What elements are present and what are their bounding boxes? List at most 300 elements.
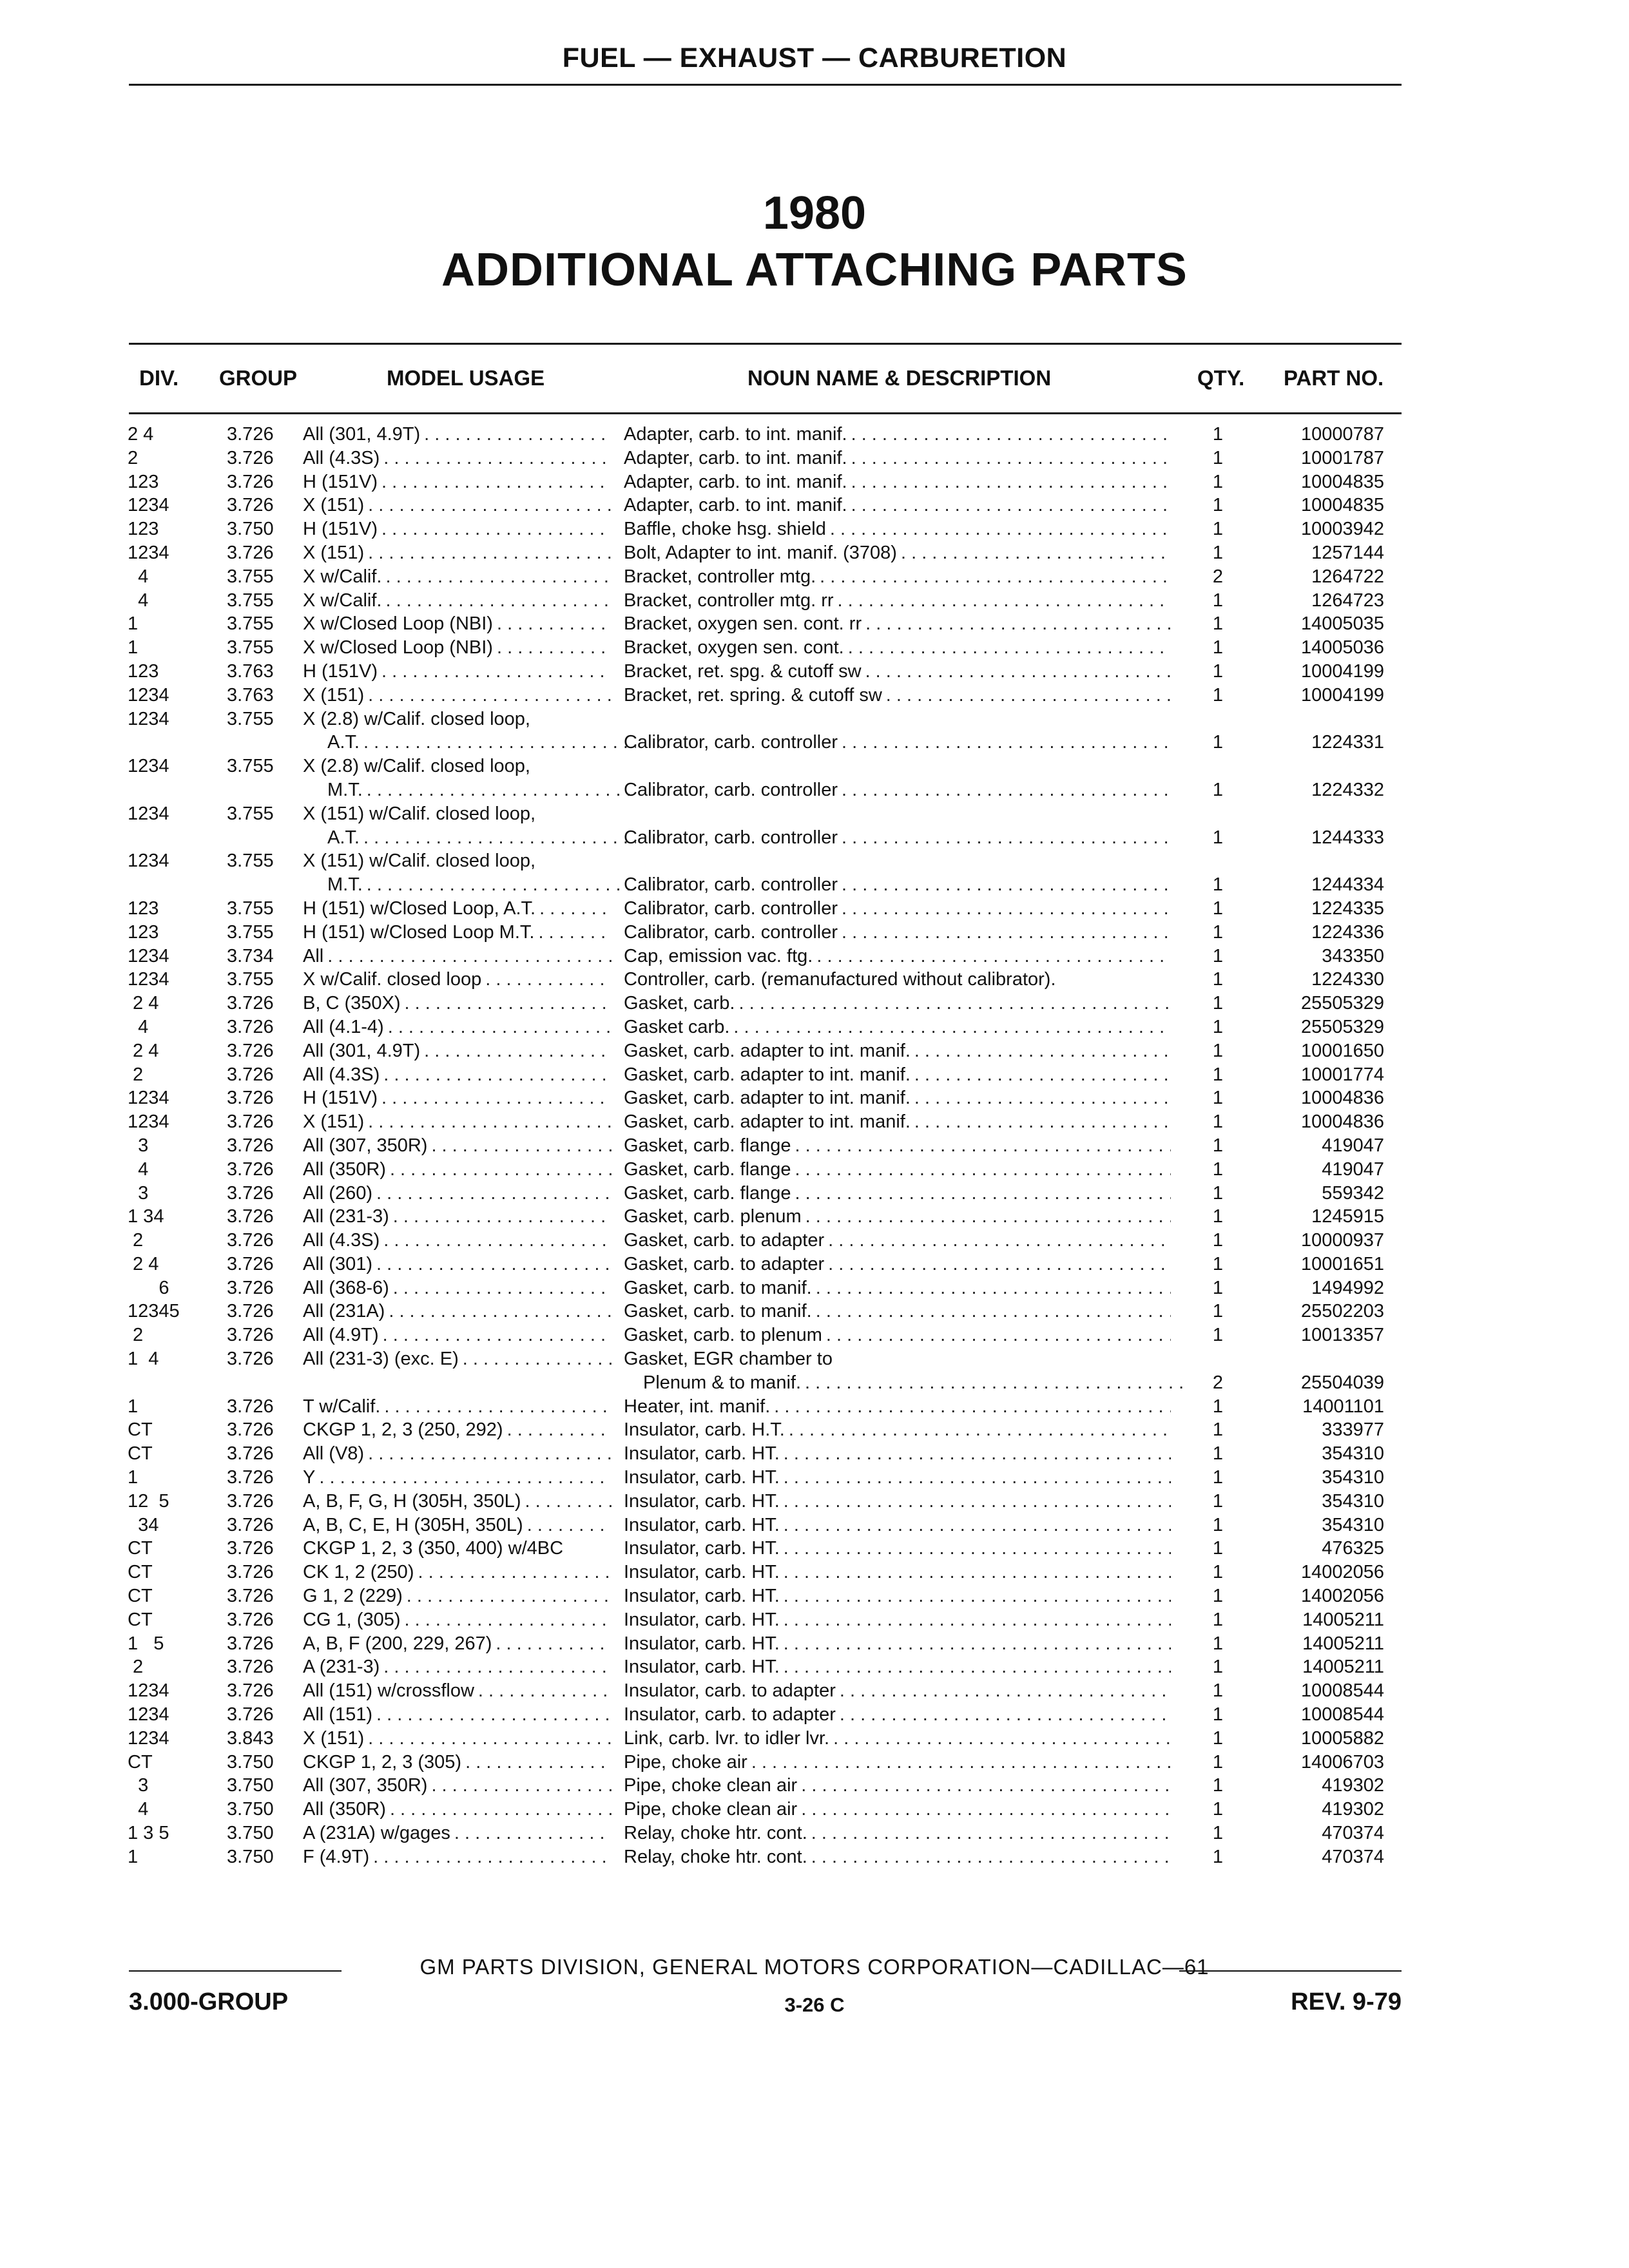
noun-name-text: Bracket, oxygen sen. cont. — [624, 637, 844, 658]
model-usage-cell — [303, 636, 615, 660]
group-cell: 3.726 — [227, 1443, 274, 1465]
part-number-cell: 25504039 — [1300, 1372, 1384, 1393]
div-cell: CT — [128, 1443, 153, 1465]
model-usage-cell — [303, 1158, 615, 1182]
dot-leader — [801, 1798, 1171, 1821]
div-cell: CT — [128, 1562, 153, 1583]
model-usage-text: M.T. — [327, 779, 363, 800]
dot-leader — [784, 1632, 1171, 1656]
part-number-cell: 14005036 — [1300, 637, 1384, 658]
running-title: FUEL — EXHAUST — CARBURETION — [562, 43, 1067, 73]
model-usage-cell — [303, 1727, 615, 1751]
dot-leader — [840, 1679, 1171, 1703]
model-usage-text: H (151) w/Closed Loop, A.T. — [303, 898, 536, 919]
group-cell: 3.750 — [227, 1775, 274, 1796]
part-number-cell: 14005211 — [1302, 1657, 1384, 1678]
dot-leader — [463, 1347, 612, 1371]
model-usage-text: All (368-6) — [303, 1277, 389, 1298]
dot-leader — [496, 1632, 612, 1656]
part-number-cell: 1224336 — [1311, 921, 1384, 943]
part-number-cell: 470374 — [1322, 1823, 1384, 1844]
div-cell: CT — [128, 1586, 153, 1607]
model-usage-text: A, B, C, E, H (305H, 350L) — [303, 1514, 523, 1535]
part-number-cell: 25505329 — [1300, 993, 1384, 1014]
dot-leader — [485, 968, 612, 992]
model-usage-cell — [303, 1561, 615, 1584]
noun-name-cell — [624, 660, 1175, 684]
group-cell: 3.726 — [227, 1253, 274, 1274]
model-usage-cell — [303, 1276, 615, 1300]
model-usage-text: All (4.3S) — [303, 1230, 380, 1251]
dot-leader — [383, 1655, 612, 1679]
div-cell: 123 — [128, 471, 159, 492]
div-cell: 1 — [128, 613, 139, 635]
qty-cell: 1 — [1212, 590, 1224, 611]
column-header-noun-name: NOUN NAME & DESCRIPTION — [747, 366, 1052, 390]
model-usage-cell — [303, 1418, 615, 1442]
noun-name-text: Calibrator, carb. controller — [624, 874, 838, 896]
dot-leader — [914, 1039, 1171, 1063]
model-usage-text: X w/Calif. closed loop — [303, 969, 482, 990]
part-number-cell: 10004199 — [1300, 660, 1384, 682]
noun-name-text: Insulator, carb. H.T. — [624, 1419, 785, 1441]
noun-name-cell — [624, 1845, 1175, 1869]
table-row — [0, 1490, 1629, 1514]
noun-name-text: Gasket, carb. adapter to int. manif. — [624, 1088, 911, 1109]
dot-leader — [811, 1845, 1171, 1869]
model-usage-cell — [303, 897, 615, 921]
dot-leader — [826, 1323, 1171, 1347]
noun-name-text: Relay, choke htr. cont. — [624, 1823, 807, 1844]
header-rule — [129, 84, 1402, 86]
footer-group: 3.000-GROUP — [129, 1988, 289, 2015]
model-usage-text: H (151V) — [303, 519, 378, 540]
model-usage-cell — [303, 1655, 615, 1679]
part-number-cell: 25505329 — [1300, 1016, 1384, 1037]
model-usage-text: All (4.3S) — [303, 447, 380, 468]
group-cell: 3.750 — [227, 1823, 274, 1844]
model-usage-text: X (151) — [303, 684, 365, 706]
noun-name-cell — [624, 1276, 1175, 1300]
qty-cell: 1 — [1212, 637, 1224, 658]
dot-leader — [363, 826, 636, 850]
part-number-cell: 10004835 — [1300, 471, 1384, 492]
model-usage-text: All (231A) — [303, 1301, 385, 1322]
model-usage-cell — [303, 1205, 615, 1229]
column-header-part-no: PART NO. — [1284, 366, 1384, 390]
qty-cell: 1 — [1212, 1230, 1224, 1251]
table-row — [0, 1015, 1629, 1039]
dot-leader — [538, 921, 612, 945]
noun-name-text: Gasket, carb. flange — [624, 1135, 791, 1156]
dot-leader — [381, 660, 612, 684]
dot-leader — [405, 992, 612, 1015]
qty-cell: 1 — [1212, 1490, 1224, 1512]
model-usage-text: All (231-3) — [303, 1206, 389, 1227]
noun-name-text: Insulator, carb. HT. — [624, 1514, 780, 1535]
noun-name-text: Insulator, carb. HT. — [624, 1443, 780, 1465]
dot-leader — [319, 1466, 612, 1490]
model-usage-cell — [303, 447, 615, 470]
group-cell: 3.843 — [227, 1727, 274, 1749]
table-row — [0, 1655, 1629, 1679]
dot-leader — [390, 1798, 612, 1821]
noun-name-text: Pipe, choke clean air — [624, 1799, 798, 1820]
noun-name-text: Adapter, carb. to int. manif. — [624, 447, 847, 468]
qty-cell: 1 — [1212, 1111, 1224, 1133]
group-cell: 3.726 — [227, 1633, 274, 1654]
model-usage-text: A.T. — [327, 732, 360, 753]
group-cell: 3.726 — [227, 1657, 274, 1678]
div-cell: 1234 — [128, 1088, 169, 1109]
div-cell: CT — [128, 1609, 153, 1630]
table-row — [0, 1323, 1629, 1347]
part-number-cell: 14006703 — [1300, 1751, 1384, 1773]
table-row — [0, 1537, 1629, 1561]
noun-name-cell — [624, 1229, 1175, 1253]
qty-cell: 1 — [1212, 993, 1224, 1014]
noun-name-cell — [624, 1514, 1175, 1537]
model-usage-text: Y — [303, 1467, 316, 1488]
qty-cell: 1 — [1212, 1396, 1224, 1417]
group-cell: 3.755 — [227, 566, 274, 587]
table-row — [0, 921, 1629, 945]
noun-name-text: Insulator, carb. HT. — [624, 1609, 780, 1630]
table-row — [0, 1063, 1629, 1087]
qty-cell: 1 — [1212, 1301, 1224, 1322]
part-number-cell: 10004836 — [1300, 1088, 1384, 1109]
dot-leader — [784, 1584, 1171, 1608]
model-usage-text: M.T. — [327, 874, 363, 896]
footer-page-number: 3-26 C — [784, 1994, 845, 2016]
part-number-cell: 25502203 — [1300, 1301, 1384, 1322]
div-cell: 2 4 — [128, 993, 159, 1014]
model-usage-text: T w/Calif. — [303, 1396, 381, 1417]
qty-cell: 1 — [1212, 1562, 1224, 1583]
qty-cell: 1 — [1212, 1135, 1224, 1156]
noun-name-cell — [624, 1632, 1175, 1656]
dot-leader — [838, 589, 1171, 613]
model-usage-text: All (V8) — [303, 1443, 365, 1465]
table-row — [0, 1584, 1629, 1608]
qty-cell: 1 — [1212, 732, 1224, 753]
noun-name-cell — [624, 1655, 1175, 1679]
table-row — [0, 541, 1629, 565]
model-usage-text: CK 1, 2 (250) — [303, 1562, 414, 1583]
group-cell: 3.726 — [227, 542, 274, 563]
qty-cell: 1 — [1212, 874, 1224, 896]
group-cell: 3.726 — [227, 1467, 274, 1488]
div-cell: 3 — [128, 1775, 149, 1796]
noun-name-text: Bolt, Adapter to int. manif. (3708) — [624, 542, 897, 563]
model-usage-text: A (231A) w/gages — [303, 1823, 450, 1844]
group-cell: 3.755 — [227, 590, 274, 611]
table-header-rule — [129, 412, 1402, 414]
qty-cell: 1 — [1212, 1277, 1224, 1298]
group-cell: 3.763 — [227, 660, 274, 682]
noun-name-cell — [624, 423, 1175, 447]
noun-name-cell — [624, 968, 1175, 992]
part-number-cell: 419047 — [1322, 1135, 1384, 1156]
model-usage-cell — [303, 778, 640, 802]
part-number-cell: 10003942 — [1300, 519, 1384, 540]
column-header-model-usage: MODEL USAGE — [387, 366, 545, 390]
group-cell: 3.726 — [227, 1206, 274, 1227]
qty-cell: 1 — [1212, 1253, 1224, 1274]
part-number-cell: 419302 — [1322, 1799, 1384, 1820]
noun-name-text: Gasket, carb. adapter to int. manif. — [624, 1111, 911, 1133]
group-cell: 3.750 — [227, 1751, 274, 1773]
group-cell: 3.750 — [227, 1799, 274, 1820]
group-cell: 3.726 — [227, 1349, 274, 1370]
table-row — [0, 1347, 1629, 1371]
table-row — [0, 517, 1629, 541]
model-usage-cell — [303, 517, 615, 541]
div-cell: 123 — [128, 898, 159, 919]
dot-leader — [393, 1276, 612, 1300]
model-usage-text: H (151V) — [303, 1088, 378, 1109]
div-cell: 1234 — [128, 684, 169, 706]
noun-name-cell — [624, 1774, 1175, 1798]
qty-cell: 1 — [1212, 1657, 1224, 1678]
noun-name-text: Bracket, oxygen sen. cont. rr — [624, 613, 862, 635]
div-cell: 3 — [128, 1135, 149, 1156]
part-number-cell: 14002056 — [1300, 1586, 1384, 1607]
table-row — [0, 1821, 1629, 1845]
group-cell: 3.726 — [227, 1680, 274, 1702]
noun-name-text: Calibrator, carb. controller — [624, 827, 838, 848]
model-usage-cell — [303, 1063, 615, 1087]
noun-name-cell — [624, 1205, 1175, 1229]
model-usage-cell — [303, 1395, 615, 1419]
noun-name-cell — [624, 1253, 1175, 1276]
qty-cell: 1 — [1212, 613, 1224, 635]
qty-cell: 1 — [1212, 1040, 1224, 1061]
div-cell: 123 — [128, 921, 159, 943]
noun-name-text: Gasket, EGR chamber to — [624, 1349, 833, 1370]
div-cell: 1234 — [128, 1111, 169, 1133]
qty-cell: 1 — [1212, 1727, 1224, 1749]
group-cell: 3.750 — [227, 1846, 274, 1867]
part-number-cell: 1224331 — [1311, 732, 1384, 753]
noun-name-cell — [624, 517, 1175, 541]
qty-cell: 1 — [1212, 1325, 1224, 1346]
part-number-cell: 476325 — [1322, 1538, 1384, 1559]
part-number-cell: 333977 — [1322, 1419, 1384, 1441]
noun-name-cell — [624, 1039, 1175, 1063]
part-number-cell: 1245915 — [1311, 1206, 1384, 1227]
qty-cell: 1 — [1212, 1182, 1224, 1204]
dot-leader — [842, 921, 1171, 945]
model-usage-text: CKGP 1, 2, 3 (250, 292) — [303, 1419, 503, 1441]
noun-name-cell — [624, 589, 1175, 613]
dot-leader — [784, 1655, 1171, 1679]
dot-leader — [527, 1514, 612, 1537]
qty-cell: 1 — [1212, 1680, 1224, 1702]
dot-leader — [407, 1584, 612, 1608]
noun-name-cell — [624, 1323, 1175, 1347]
noun-name-cell — [624, 1442, 1175, 1466]
group-cell: 3.726 — [227, 1396, 274, 1417]
div-cell: 4 — [128, 590, 149, 611]
dot-leader — [851, 447, 1171, 470]
noun-name-cell — [624, 731, 1175, 754]
dot-leader — [842, 731, 1171, 754]
noun-name-cell — [624, 992, 1175, 1015]
model-usage-text: B, C (350X) — [303, 993, 401, 1014]
noun-name-text: Pipe, choke clean air — [624, 1775, 798, 1796]
part-number-cell: 10000937 — [1300, 1230, 1384, 1251]
table-row — [0, 1182, 1629, 1206]
noun-name-cell — [624, 1371, 1194, 1395]
model-usage-text: All (231-3) (exc. E) — [303, 1349, 459, 1370]
group-cell: 3.726 — [227, 1325, 274, 1346]
model-usage-text: All (301, 4.9T) — [303, 1040, 421, 1061]
table-row — [0, 494, 1629, 517]
model-usage-text: X w/Closed Loop (NBI) — [303, 637, 493, 658]
dot-leader — [327, 945, 612, 968]
dot-leader — [390, 1158, 612, 1182]
noun-name-text: Gasket, carb. plenum — [624, 1206, 802, 1227]
dot-leader — [376, 1182, 612, 1206]
table-row — [0, 1514, 1629, 1537]
qty-cell: 1 — [1212, 969, 1224, 990]
part-number-cell: 10004199 — [1300, 684, 1384, 706]
dot-leader — [816, 1300, 1171, 1323]
dot-leader — [774, 1395, 1171, 1419]
part-number-cell: 343350 — [1322, 945, 1384, 966]
qty-cell: 1 — [1212, 519, 1224, 540]
part-number-cell: 1244334 — [1311, 874, 1384, 896]
model-usage-cell — [303, 873, 640, 897]
table-row — [0, 1466, 1629, 1490]
group-cell: 3.755 — [227, 708, 274, 729]
model-usage-cell — [303, 1347, 615, 1371]
footer-publisher: GM PARTS DIVISION, GENERAL MOTORS CORPORATION—CADILLAC—61 — [419, 1955, 1210, 1979]
dot-leader — [833, 1727, 1171, 1751]
model-usage-text: X (2.8) w/Calif. closed loop, — [303, 756, 530, 777]
model-usage-text: All (151) w/crossflow — [303, 1680, 474, 1702]
noun-name-cell — [624, 945, 1175, 968]
group-cell: 3.755 — [227, 613, 274, 635]
noun-name-text: Insulator, carb. HT. — [624, 1657, 780, 1678]
group-cell: 3.726 — [227, 1040, 274, 1061]
dot-leader — [381, 470, 612, 494]
model-usage-text: X (151) w/Calif. closed loop, — [303, 803, 536, 824]
qty-cell: 1 — [1212, 1158, 1224, 1180]
table-row — [0, 1276, 1629, 1300]
dot-leader — [385, 565, 612, 589]
div-cell: 1234 — [128, 1727, 169, 1749]
part-number-cell: 10008544 — [1300, 1680, 1384, 1702]
dot-leader — [381, 517, 612, 541]
table-row — [0, 1134, 1629, 1158]
table-row — [0, 1300, 1629, 1323]
group-cell: 3.755 — [227, 803, 274, 824]
group-cell: 3.726 — [227, 1064, 274, 1085]
noun-name-cell — [624, 1134, 1175, 1158]
noun-name-text: Insulator, carb. to adapter — [624, 1680, 836, 1702]
dot-leader — [373, 1845, 612, 1869]
model-usage-cell — [303, 731, 640, 754]
noun-name-text: Insulator, carb. to adapter — [624, 1704, 836, 1725]
part-number-cell: 14001101 — [1302, 1396, 1384, 1417]
dot-leader — [828, 1253, 1171, 1276]
group-cell: 3.755 — [227, 756, 274, 777]
table-row — [0, 897, 1629, 921]
part-number-cell: 10004835 — [1300, 495, 1384, 516]
dot-leader — [751, 1751, 1171, 1774]
table-row — [0, 1632, 1629, 1656]
noun-name-text: Bracket, ret. spring. & cutoff sw — [624, 684, 882, 706]
model-usage-text: X (151) — [303, 495, 365, 516]
noun-name-cell — [624, 1158, 1175, 1182]
noun-name-cell — [624, 897, 1175, 921]
div-cell: 1234 — [128, 945, 169, 966]
dot-leader — [816, 1276, 1171, 1300]
div-cell: 1234 — [128, 850, 169, 872]
dot-leader — [914, 1086, 1171, 1110]
dot-leader — [424, 1039, 612, 1063]
noun-name-text: Adapter, carb. to int. manif. — [624, 424, 847, 445]
model-usage-cell — [303, 1751, 615, 1774]
div-cell: 1234 — [128, 1704, 169, 1725]
model-usage-cell — [303, 1466, 615, 1490]
model-usage-text: X (2.8) w/Calif. closed loop, — [303, 708, 530, 729]
table-row — [0, 1110, 1629, 1134]
model-usage-cell — [303, 565, 615, 589]
dot-leader — [454, 1821, 612, 1845]
model-usage-cell — [303, 494, 615, 517]
part-number-cell: 10001774 — [1300, 1064, 1384, 1085]
table-row — [0, 1039, 1629, 1063]
model-usage-text: All (307, 350R) — [303, 1775, 428, 1796]
div-cell: 1 5 — [128, 1633, 164, 1654]
model-usage-text: All (307, 350R) — [303, 1135, 428, 1156]
group-cell: 3.755 — [227, 850, 274, 872]
dot-leader — [368, 494, 612, 517]
table-row — [0, 968, 1629, 992]
group-cell: 3.726 — [227, 1182, 274, 1204]
model-usage-text: X (151) — [303, 542, 365, 563]
noun-name-cell — [624, 1110, 1175, 1134]
dot-leader — [393, 1205, 612, 1229]
qty-cell: 1 — [1212, 1419, 1224, 1441]
noun-name-text: Gasket, carb. flange — [624, 1182, 791, 1204]
dot-leader — [784, 1561, 1171, 1584]
noun-name-text: Calibrator, carb. controller — [624, 732, 838, 753]
model-usage-cell — [303, 1229, 615, 1253]
model-usage-cell — [303, 1039, 615, 1063]
dot-leader — [784, 1490, 1171, 1514]
group-cell: 3.726 — [227, 1609, 274, 1630]
dot-leader — [431, 1774, 612, 1798]
table-top-rule — [129, 343, 1402, 345]
table-row — [0, 1845, 1629, 1869]
qty-cell: 1 — [1212, 1846, 1224, 1867]
dot-leader — [842, 826, 1171, 850]
dot-leader — [795, 1158, 1171, 1182]
qty-cell: 1 — [1212, 542, 1224, 563]
model-usage-text: CG 1, (305) — [303, 1609, 401, 1630]
qty-cell: 1 — [1212, 1088, 1224, 1109]
noun-name-cell — [624, 1490, 1175, 1514]
dot-leader — [367, 873, 636, 897]
qty-cell: 1 — [1212, 1443, 1224, 1465]
part-number-cell: 14005035 — [1300, 613, 1384, 635]
group-cell: 3.755 — [227, 969, 274, 990]
dot-leader — [801, 1774, 1171, 1798]
